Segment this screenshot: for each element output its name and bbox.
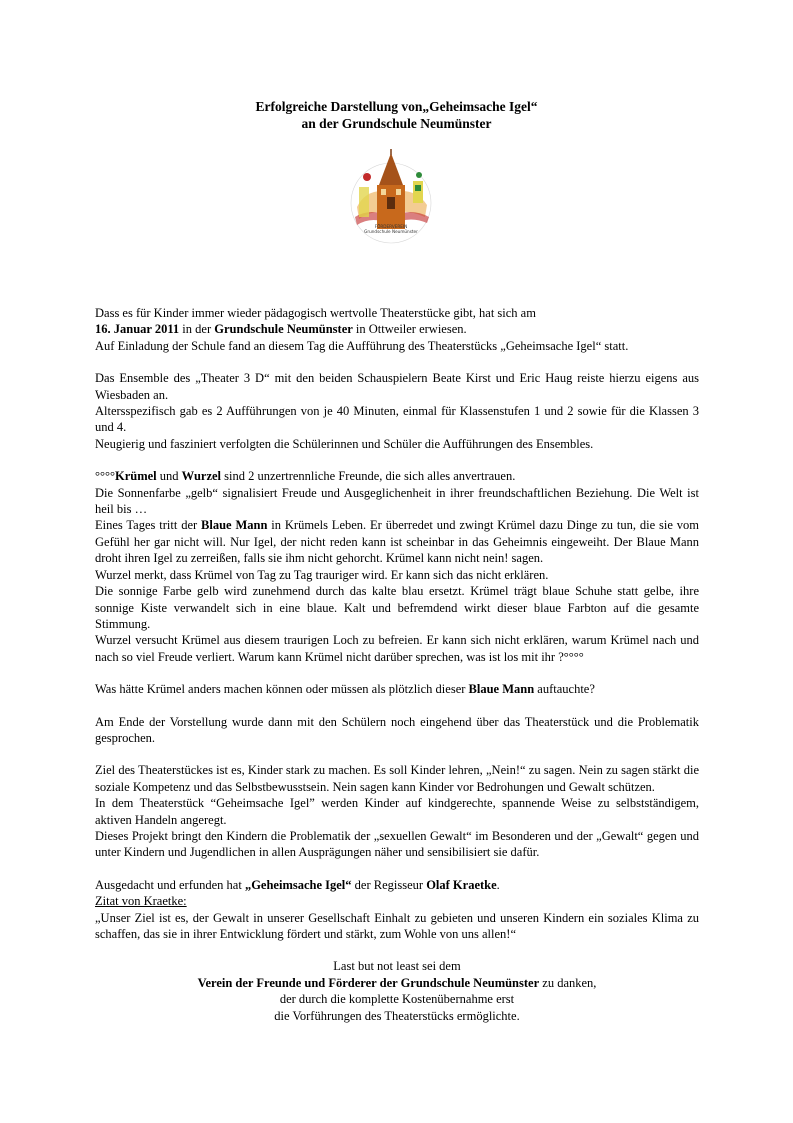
intro-text: in der <box>179 322 215 337</box>
question-text: Was hätte Krümel anders machen können oder müssen als plötzlich dieser <box>95 682 469 697</box>
character-wurzel: Wurzel <box>181 469 222 484</box>
intro-line-3: Auf Einladung der Schule fand an diesem Tag die Aufführung des Theaterstücks „Geheimsache Igel“ statt. <box>95 338 629 353</box>
association-name: Verein der Freunde und Förderer der Grundschule Neumünster <box>197 975 540 990</box>
quote-text: „Unser Ziel ist es, der Gewalt in unserer Gesellschaft Einhalt zu gebieten und unseren Kindern ein soziales Klima zu schaffen, das sie in ihrer Entwicklung fördert und stärkt, zum Wohle von uns allen!“ <box>95 910 699 941</box>
author-text: . <box>496 877 500 892</box>
page-title-line-1: Erfolgreiche Darstellung von„Geheimsache Igel“ <box>255 99 538 114</box>
audience-paragraph: Neugierig und fasziniert verfolgten die Schülerinnen und Schüler die Aufführungen des Ensembles. <box>95 436 594 451</box>
goal-paragraph: Ziel des Theaterstückes ist es, Kinder stark zu machen. Es soll Kinder lehren, „Nein!“ zu sagen. Nein zu sagen stärkt die soziale Kompetenz und das Selbstbewusstsein. Nein sagen kann Kinder vor Bedrohungen und Gewalt schützen. <box>95 763 699 794</box>
story-text: und <box>156 469 182 484</box>
story-paragraph-wurzel: Wurzel merkt, dass Krümel von Tag zu Tag trauriger wird. Er kann sich das nicht erklären. <box>95 567 549 582</box>
quote-label-row <box>95 893 699 909</box>
discussion-paragraph: Am Ende der Vorstellung wurde dann mit den Schülern noch eingehend über das Theaterstück und die Problematik gesprochen. <box>95 714 699 745</box>
question-text: auftauchte? <box>534 682 595 697</box>
author-text: Ausgedacht und erfunden hat <box>95 877 245 892</box>
degree-marks: °°°° <box>95 469 115 484</box>
school-name: Grundschule Neumünster <box>214 322 353 337</box>
paragraph-gap <box>95 861 699 877</box>
author-text: der Regisseur <box>351 877 427 892</box>
character-kruemel: Krümel <box>115 469 157 484</box>
intro-paragraph <box>95 305 699 354</box>
story-paragraph-question: Wurzel versucht Krümel aus diesem traurigen Loch zu befreien. Er kann sich nicht erklären, warum Krümel nach und nach so viel Freude verliert. Warum kann Krümel nicht darüber sprechen, was ist los mit ihr ?°°°° <box>95 633 699 664</box>
paragraph-gap <box>95 942 699 958</box>
author-paragraph <box>95 877 699 893</box>
story-paragraph-blue-man <box>95 517 699 566</box>
intro-text: in Ottweiler erwiesen. <box>352 322 467 337</box>
logo-caption-line-1: FÖRDERVEREIN <box>374 224 408 229</box>
paragraph-gap <box>95 452 699 468</box>
logo-caption-line-2: Grundschule Neumünster <box>364 229 418 234</box>
story-text: in Krümels Leben. Er überredet und zwingt Krümel dazu Dinge zu tun, die sie vom Gefühl her gar nicht will. Nur Igel, der nicht reden kann ist scheinbar in das Geheimnis eingeweiht. Der Blaue Mann droht ihren Igel zu zerreißen, falls sie ihm nicht gehorcht. Krümel kann nicht nein! sagen. <box>95 518 699 566</box>
intro-line-1: Dass es für Kinder immer wieder pädagogisch wertvolle Theaterstücke gibt, hat sich am <box>95 306 536 320</box>
question-paragraph <box>95 681 699 697</box>
logo-caption <box>359 224 423 234</box>
ensemble-paragraph: Das Ensemble des „Theater 3 D“ mit den beiden Schauspielern Beate Kirst und Eric Haug reiste hierzu eigens aus Wiesbaden an. <box>95 371 699 402</box>
story-intro-paragraph <box>95 468 699 484</box>
story-text: Eines Tages tritt der <box>95 518 202 533</box>
article-body <box>95 305 699 1024</box>
closing-line-2 <box>95 975 699 991</box>
paragraph-gap <box>95 746 699 762</box>
closing-line-4: die Vorführungen des Theaterstücks ermöglichte. <box>274 1008 520 1023</box>
story-paragraph-yellow: Die Sonnenfarbe „gelb“ signalisiert Freude und Ausgeglichenheit in ihrer freundschaftlichen Beziehung. Die Welt ist heil bis … <box>95 485 699 517</box>
performances-paragraph: Altersspezifisch gab es 2 Aufführungen von je 40 Minuten, einmal für Klassenstufen 1 und 2 sowie für die Klassen 3 und 4. <box>95 404 699 435</box>
closing-line-1: Last but not least sei dem <box>333 959 461 974</box>
project-paragraph: Dieses Projekt bringt den Kindern die Problematik der „sexuellen Gewalt“ im Besonderen und der „Gewalt“ gegen und unter Kindern und Jugendlichen in allen Ausprägungen näher und sensibilisiert sie dafür. <box>95 828 699 860</box>
character-blue-man: Blaue Mann <box>468 682 535 697</box>
paragraph-gap <box>95 354 699 370</box>
story-text: sind 2 unzertrennliche Freunde, die sich alles anvertrauen. <box>221 469 516 484</box>
director-name: Olaf Kraetke <box>426 877 497 892</box>
character-blue-man: Blaue Mann <box>201 518 268 533</box>
closing-line-3: der durch die komplette Kostenübernahme erst <box>279 992 515 1007</box>
closing-block <box>95 958 699 1024</box>
event-date: 16. Januar 2011 <box>95 322 180 337</box>
page-title-line-2: an der Grundschule Neumünster <box>301 116 492 131</box>
closing-text: zu danken, <box>539 975 597 990</box>
story-paragraph-color: Die sonnige Farbe gelb wird zunehmend durch das kalte blau ersetzt. Krümel trägt blaue Schuhe statt gelbe, ihre sonnige Kiste verwandelt sich in eine blaue. Kalt und befremdend wirkt dieser blaue Farbton auf die gesamte Stimmung. <box>95 584 699 631</box>
quote-label: Zitat von Kraetke: <box>95 894 187 909</box>
paragraph-gap <box>95 665 699 681</box>
play-title: „Geheimsache Igel“ <box>244 877 352 892</box>
method-paragraph: In dem Theaterstück “Geheimsache Igel” werden Kinder auf kindgerechte, spannende Weise zu selbstständigem, aktiven Handeln angeregt. <box>95 796 699 827</box>
paragraph-gap <box>95 698 699 714</box>
